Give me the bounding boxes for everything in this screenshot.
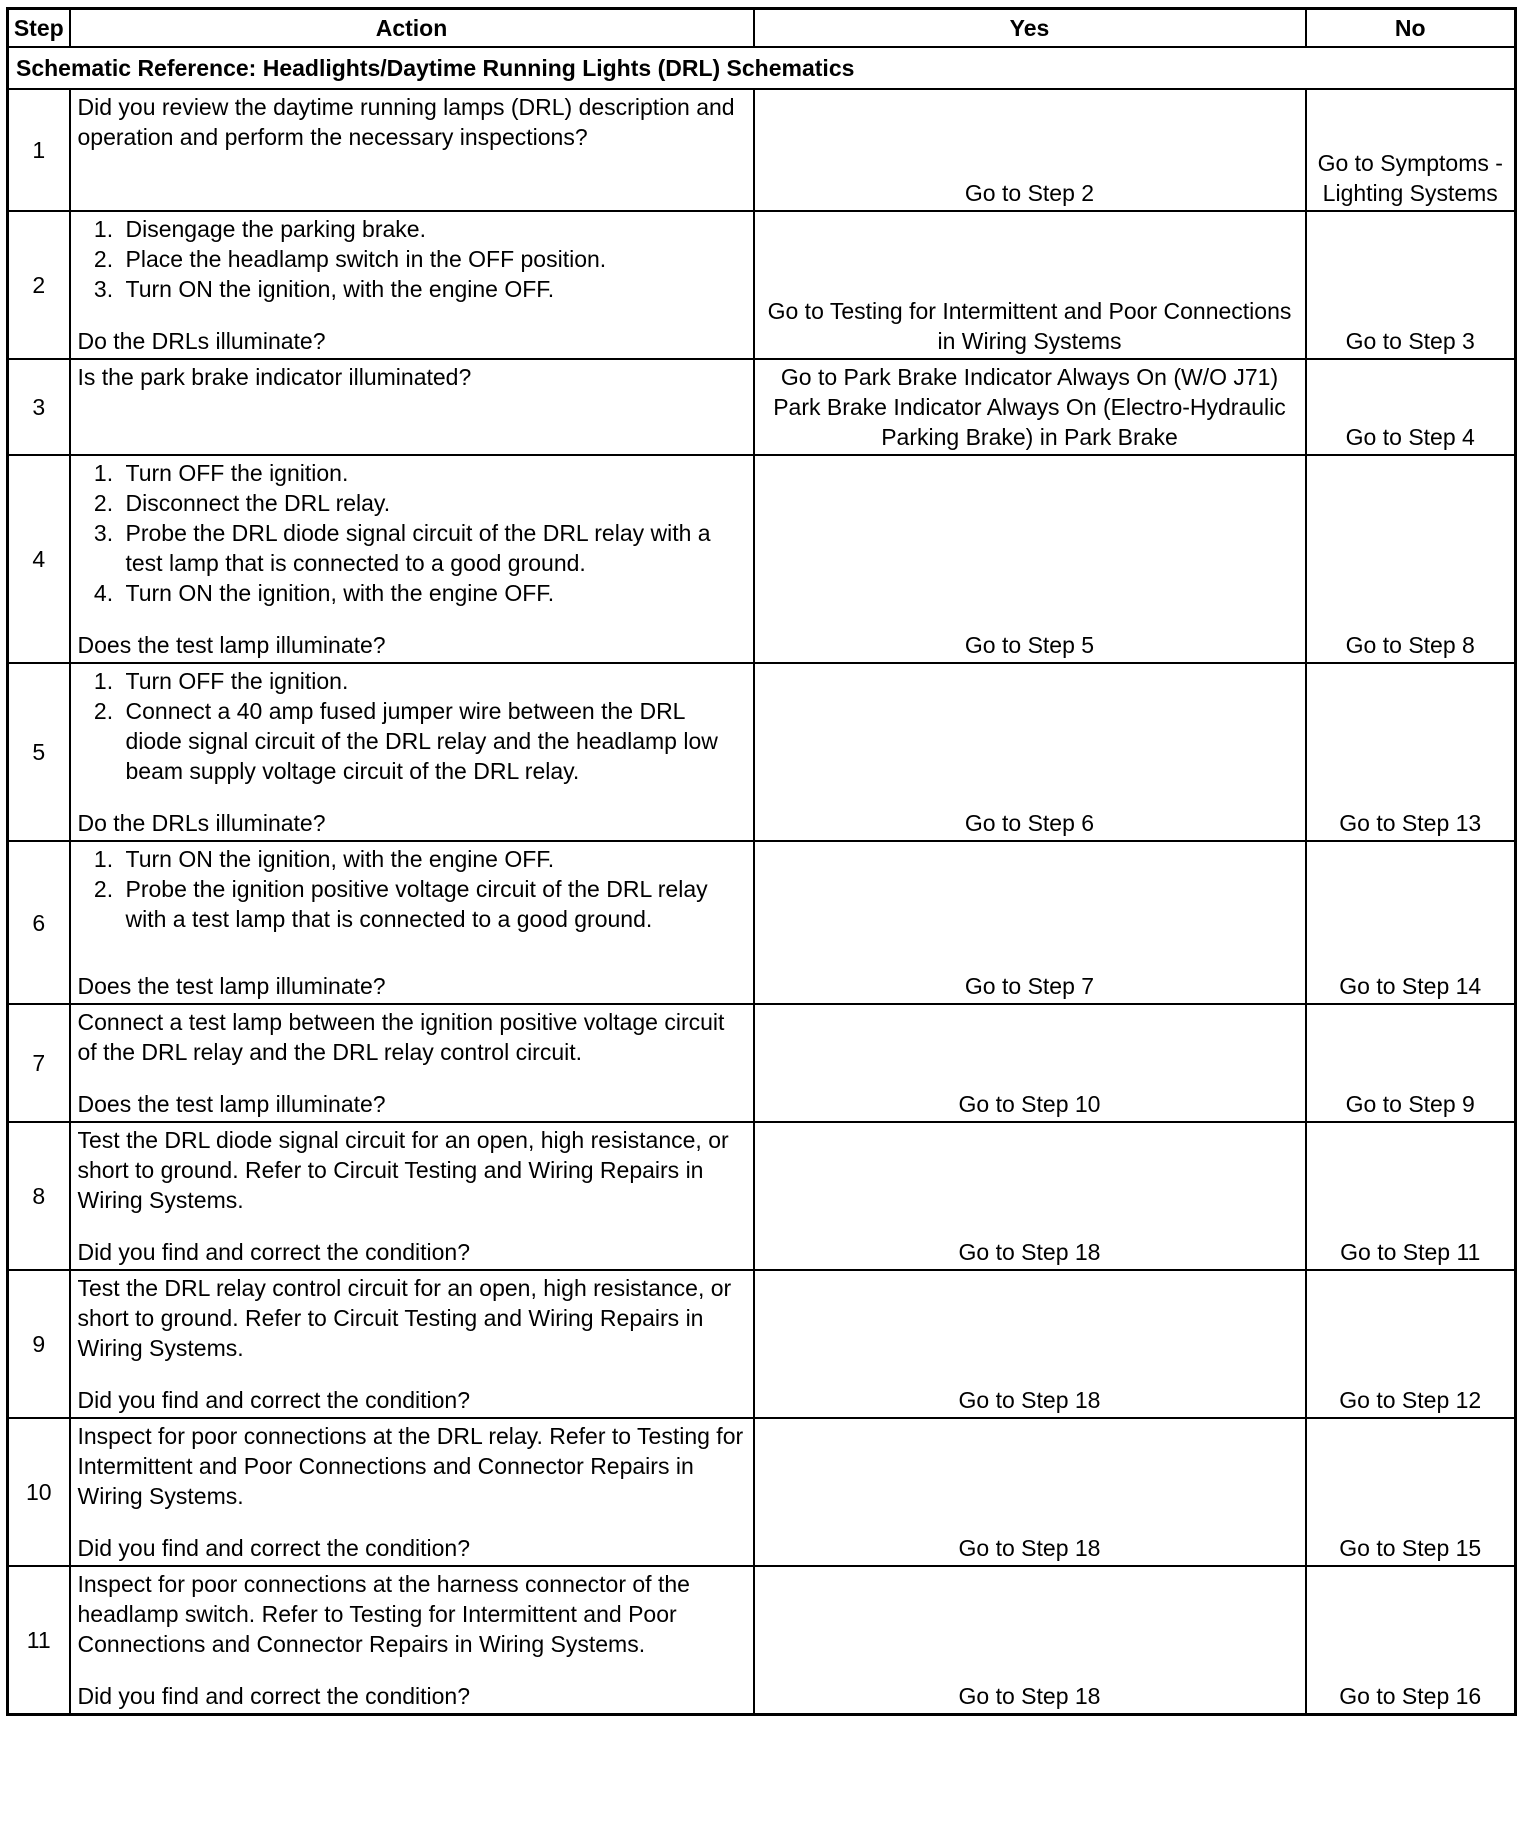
action-step-item: 3. Probe the DRL diode signal circuit of the DRL relay with a test lamp that is connected to a good ground.: [120, 518, 746, 578]
no-result: Go to Step 8: [1306, 455, 1516, 663]
yes-result: Go to Step 18: [754, 1270, 1306, 1418]
table-row: [8, 359, 1516, 455]
action-step-item: 1. Disengage the parking brake.: [120, 214, 746, 244]
action-question: Did you find and correct the condition?: [77, 1683, 471, 1709]
action-steps-list: [78, 214, 746, 304]
step-number: 8: [8, 1122, 70, 1270]
action-cell: [70, 1566, 754, 1715]
table-row: [8, 455, 1516, 663]
table-row: [8, 89, 1516, 211]
yes-result: Go to Step 2: [754, 89, 1306, 211]
action-steps-list: [78, 844, 746, 934]
yes-result: Go to Step 18: [754, 1566, 1306, 1715]
step-number: 10: [8, 1418, 70, 1566]
no-result: Go to Step 4: [1306, 359, 1516, 455]
diagnostic-document: [6, 7, 1514, 1825]
action-step-item: 2. Disconnect the DRL relay.: [120, 488, 746, 518]
action-step-item: 1. Turn ON the ignition, with the engine OFF.: [120, 844, 746, 874]
yes-result: Go to Step 18: [754, 1122, 1306, 1270]
no-result: Go to Step 13: [1306, 663, 1516, 841]
yes-result: Go to Testing for Intermittent and Poor Connections in Wiring Systems: [754, 211, 1306, 359]
table-row: [8, 1418, 1516, 1566]
step-number: 5: [8, 663, 70, 841]
action-text: Connect a test lamp between the ignition positive voltage circuit of the DRL relay and the DRL relay control circuit.: [77, 1009, 725, 1065]
diagnostic-table: [6, 7, 1517, 1716]
action-text: Is the park brake indicator illuminated?: [77, 364, 472, 390]
action-question: Did you find and correct the condition?: [77, 1387, 471, 1413]
step-number: 3: [8, 359, 70, 455]
action-cell: [70, 841, 754, 1004]
table-row: [8, 663, 1516, 841]
no-result: Go to Step 11: [1306, 1122, 1516, 1270]
action-step-item: 2. Connect a 40 amp fused jumper wire between the DRL diode signal circuit of the DRL relay and the headlamp low beam supply voltage circuit of the DRL relay.: [120, 696, 746, 786]
no-result: Go to Step 9: [1306, 1004, 1516, 1122]
step-number: 2: [8, 211, 70, 359]
action-step-item: 2. Probe the ignition positive voltage circuit of the DRL relay with a test lamp that is connected to a good ground.: [120, 874, 746, 934]
action-text: Inspect for poor connections at the harness connector of the headlamp switch. Refer to Testing for Intermittent and Poor Connections and Connector Repairs in Wiring Systems.: [77, 1571, 690, 1657]
table-row: [8, 1270, 1516, 1418]
action-step-item: 1. Turn OFF the ignition.: [120, 666, 746, 696]
table-row: [8, 1122, 1516, 1270]
header-step: Step: [8, 9, 70, 48]
action-text: Did you review the daytime running lamps (DRL) description and operation and perform the necessary inspections?: [77, 94, 735, 150]
header-yes: Yes: [754, 9, 1306, 48]
action-question: Did you find and correct the condition?: [77, 1535, 471, 1561]
table-row: [8, 211, 1516, 359]
no-result: Go to Step 12: [1306, 1270, 1516, 1418]
action-step-item: 4. Turn ON the ignition, with the engine OFF.: [120, 578, 746, 608]
action-text: Test the DRL relay control circuit for an open, high resistance, or short to ground. Refer to Circuit Testing and Wiring Repairs in Wiring Systems.: [77, 1275, 732, 1361]
action-question: Did you find and correct the condition?: [77, 1239, 471, 1265]
step-number: 6: [8, 841, 70, 1004]
action-cell: [70, 359, 754, 455]
action-cell: [70, 211, 754, 359]
step-number: 9: [8, 1270, 70, 1418]
yes-result: Go to Step 6: [754, 663, 1306, 841]
action-text: Inspect for poor connections at the DRL relay. Refer to Testing for Intermittent and Poor Connections and Connector Repairs in Wiring Systems.: [77, 1423, 744, 1509]
action-cell: [70, 1004, 754, 1122]
no-result: Go to Step 3: [1306, 211, 1516, 359]
schematic-reference: Schematic Reference: Headlights/Daytime Running Lights (DRL) Schematics: [8, 47, 1516, 89]
action-step-item: 2. Place the headlamp switch in the OFF position.: [120, 244, 746, 274]
yes-result: Go to Step 5: [754, 455, 1306, 663]
schematic-reference-row: [8, 47, 1516, 89]
action-question: Do the DRLs illuminate?: [77, 810, 326, 836]
no-result: Go to Step 15: [1306, 1418, 1516, 1566]
header-row: [8, 9, 1516, 48]
action-text: Test the DRL diode signal circuit for an open, high resistance, or short to ground. Refer to Circuit Testing and Wiring Repairs in Wiring Systems.: [77, 1127, 729, 1213]
yes-result: Go to Step 18: [754, 1418, 1306, 1566]
header-action: Action: [70, 9, 754, 48]
action-question: Does the test lamp illuminate?: [77, 632, 386, 658]
action-cell: [70, 89, 754, 211]
no-result: Go to Symptoms - Lighting Systems: [1306, 89, 1516, 211]
step-number: 1: [8, 89, 70, 211]
yes-result: Go to Park Brake Indicator Always On (W/O J71) Park Brake Indicator Always On (Electro-Hydraulic Parking Brake) in Park Brake: [754, 359, 1306, 455]
header-no: No: [1306, 9, 1516, 48]
yes-result: Go to Step 10: [754, 1004, 1306, 1122]
no-result: Go to Step 14: [1306, 841, 1516, 1004]
action-question: Does the test lamp illuminate?: [77, 973, 386, 999]
table-row: [8, 841, 1516, 1004]
step-number: 11: [8, 1566, 70, 1715]
step-number: 7: [8, 1004, 70, 1122]
action-question: Do the DRLs illuminate?: [77, 328, 326, 354]
table-row: [8, 1004, 1516, 1122]
table-row: [8, 1566, 1516, 1715]
action-cell: [70, 663, 754, 841]
action-step-item: 1. Turn OFF the ignition.: [120, 458, 746, 488]
no-result: Go to Step 16: [1306, 1566, 1516, 1715]
action-cell: [70, 455, 754, 663]
action-cell: [70, 1418, 754, 1566]
action-step-item: 3. Turn ON the ignition, with the engine OFF.: [120, 274, 746, 304]
step-number: 4: [8, 455, 70, 663]
yes-result: Go to Step 7: [754, 841, 1306, 1004]
action-cell: [70, 1122, 754, 1270]
action-cell: [70, 1270, 754, 1418]
action-steps-list: [78, 458, 746, 608]
action-steps-list: [78, 666, 746, 786]
action-question: Does the test lamp illuminate?: [77, 1091, 386, 1117]
